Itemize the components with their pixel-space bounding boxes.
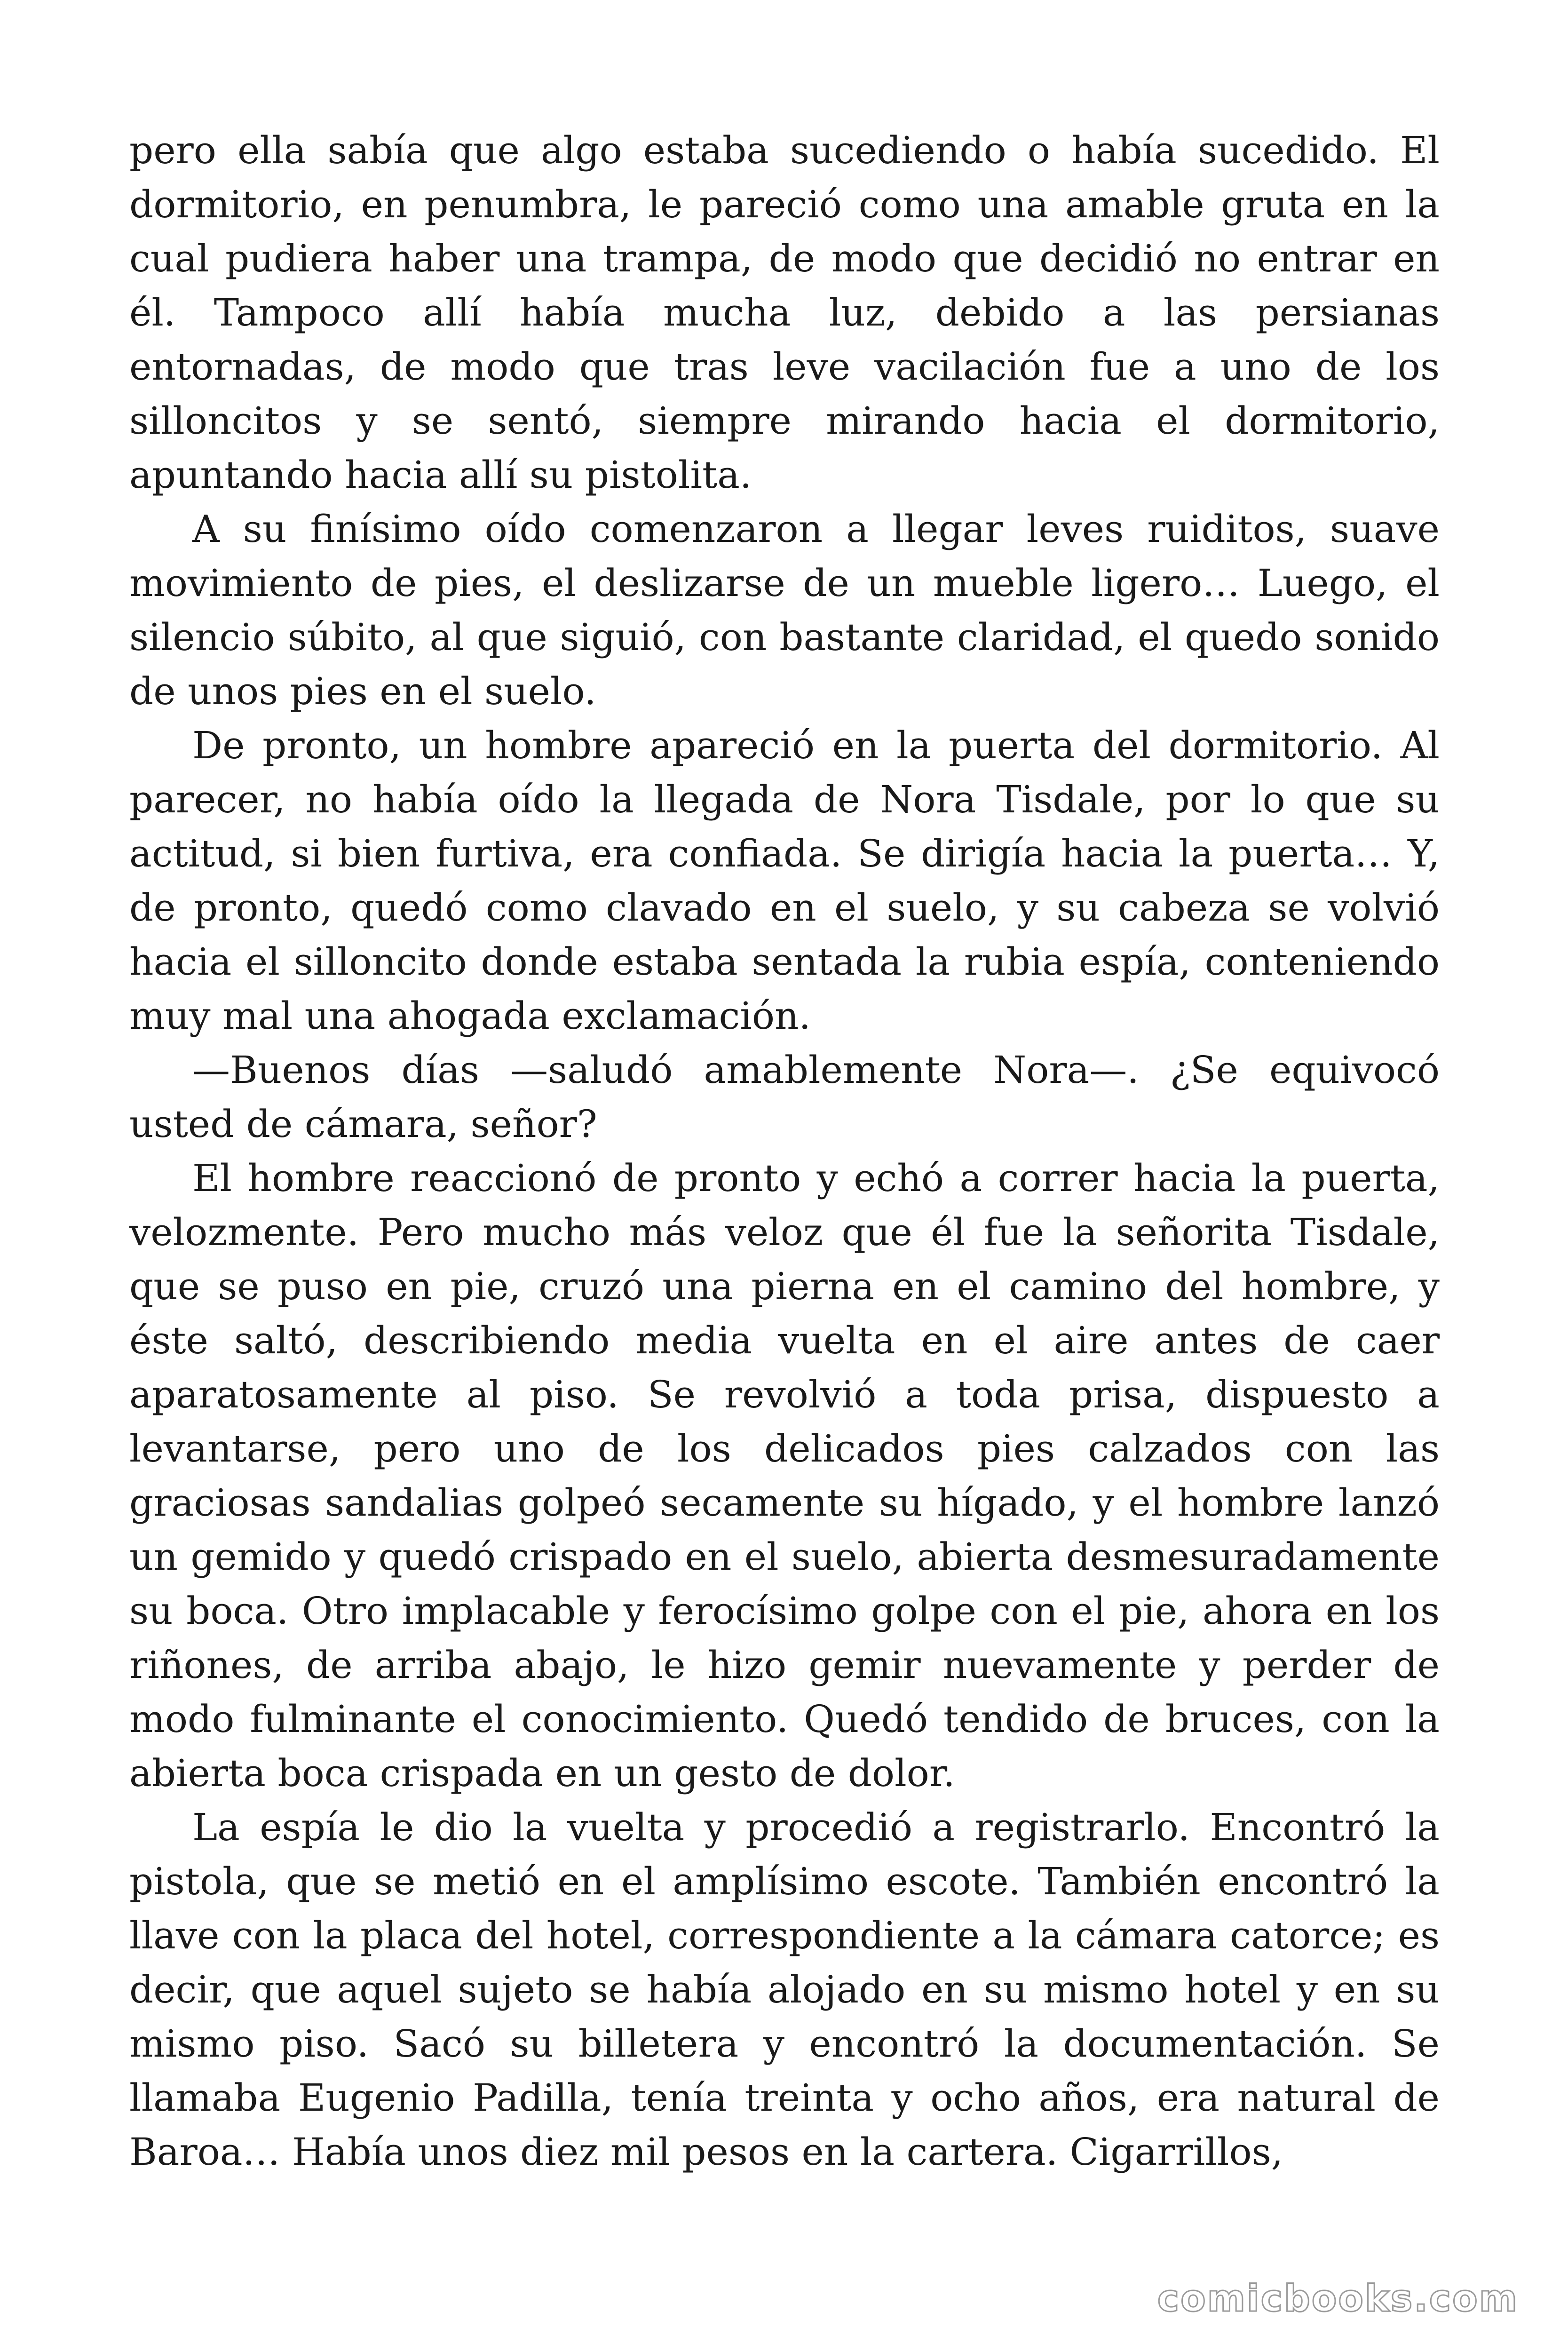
paragraph-5: El hombre reaccionó de pronto y echó a correr hacia la puerta, velozmente. Pero mucho más veloz que él fue la señorita Tisdale, que se puso en pie, cruzó una pierna en el camino del hombre, y éste saltó, describiendo media vuelta en el aire antes de caer aparatosamente al piso. Se revolvió a toda prisa, dispuesto a levantarse, pero uno de los delicados pies calzados con las graciosas sandalias golpeó secamente su hígado, y el hombre lanzó un gemido y quedó crispado en el suelo, abierta desmesuradamente su boca. Otro implacable y ferocísimo golpe con el pie, ahora en los riñones, de arriba abajo, le hizo gemir nuevamente y perder de modo fulminante el conocimiento. Quedó tendido de bruces, con la abierta boca crispada en un gesto de dolor. bbox=[129, 1156, 1440, 1795]
paragraph-1: pero ella sabía que algo estaba sucediendo o había sucedido. El dormitorio, en penumbra, le pareció como una amable gruta en la cual pudiera haber una trampa, de modo que decidió no entrar en él. Tampoco allí había mucha luz, debido a las persianas entornadas, de modo que tras leve vacilación fue a uno de los silloncitos y se sentó, siempre mirando hacia el dormitorio, apuntando hacia allí su pistolita. bbox=[129, 128, 1440, 497]
body-text bbox=[129, 123, 1440, 2179]
paragraph-3: De pronto, un hombre apareció en la puerta del dormitorio. Al parecer, no había oído la llegada de Nora Tisdale, por lo que su actitud, si bien furtiva, era confiada. Se dirigía hacia la puerta… Y, de pronto, quedó como clavado en el suelo, y su cabeza se volvió hacia el silloncito donde estaba sentada la rubia espía, conteniendo muy mal una ahogada exclamación. bbox=[129, 723, 1440, 1038]
paragraph-4-dialogue: —Buenos días —saludó amablemente Nora—. ¿Se equivocó usted de cámara, señor? bbox=[129, 1048, 1440, 1146]
paragraph-6: La espía le dio la vuelta y procedió a registrarlo. Encontró la pistola, que se metió en el amplísimo escote. También encontró la llave con la placa del hotel, correspondiente a la cámara catorce; es decir, que aquel sujeto se había alojado en su mismo hotel y en su mismo piso. Sacó su billetera y encontró la documentación. Se llamaba Eugenio Padilla, tenía treinta y ocho años, era natural de Baroa… Había unos diez mil pesos en la cartera. Cigarrillos, bbox=[129, 1805, 1440, 2174]
watermark: comicbooks.com bbox=[1157, 2278, 1519, 2320]
paragraph-2: A su finísimo oído comenzaron a llegar leves ruiditos, suave movimiento de pies, el deslizarse de un mueble ligero… Luego, el silencio súbito, al que siguió, con bastante claridad, el quedo sonido de unos pies en el suelo. bbox=[129, 507, 1440, 713]
